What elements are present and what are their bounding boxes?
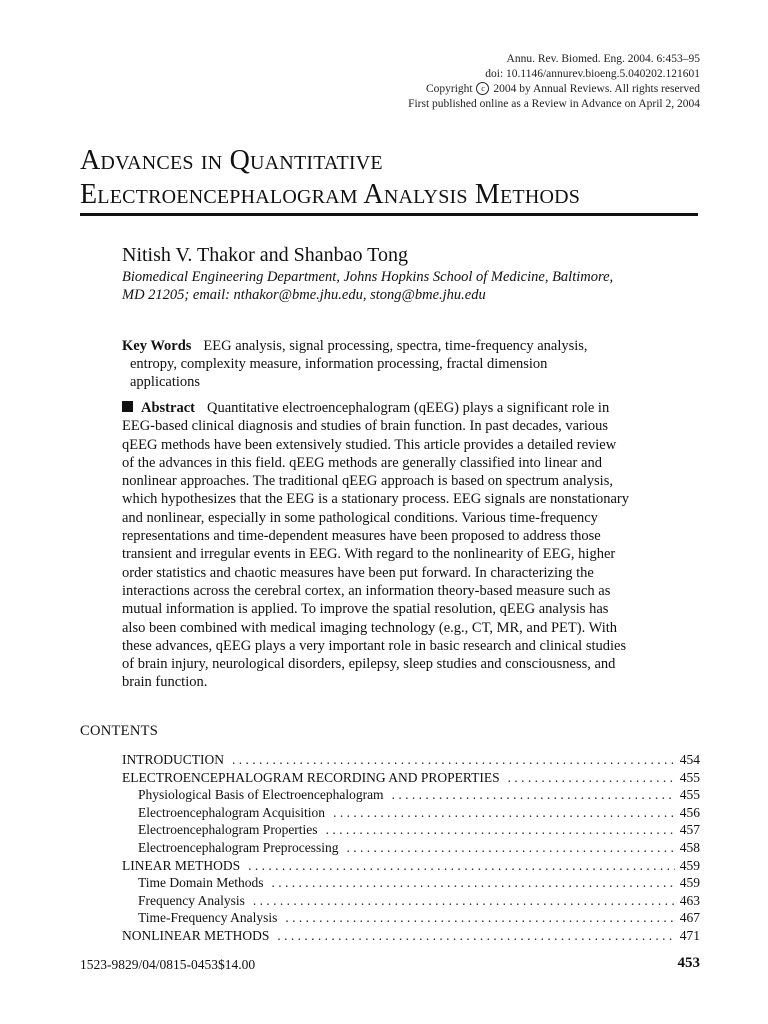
toc-entry-page: 459 bbox=[679, 857, 700, 873]
copyright-symbol: c bbox=[476, 82, 489, 95]
key-words-line-2: entropy, complexity measure, information processing, fractal dimension bbox=[130, 356, 548, 372]
toc-entry-title: Electroencephalogram Properties bbox=[138, 822, 318, 838]
page-number: 453 bbox=[677, 955, 700, 971]
abstract bbox=[122, 399, 700, 692]
toc-leader-dots bbox=[392, 786, 675, 804]
toc-entry[interactable] bbox=[122, 857, 700, 875]
abstract-line: of the advances in this field. qEEG methods are generally classified into linear and bbox=[122, 454, 602, 471]
toc-leader-dots bbox=[277, 927, 675, 945]
toc-entry-title: LINEAR METHODS bbox=[122, 857, 241, 873]
abstract-line: transient and irregular events in EEG. With regard to the nonlinearity of EEG, higher bbox=[122, 546, 616, 563]
affiliation bbox=[122, 268, 682, 304]
toc-leader-dots bbox=[347, 839, 675, 857]
abstract-line: nonlinear approaches. The traditional qEEG approach is based on spectrum analysis, bbox=[122, 473, 613, 490]
toc-leader-dots bbox=[333, 804, 675, 822]
publication-info bbox=[408, 52, 700, 112]
abstract-label: Abstract bbox=[141, 400, 195, 416]
toc-entry-page: 459 bbox=[679, 875, 700, 891]
toc-entry[interactable] bbox=[122, 927, 700, 945]
toc-entry-page: 455 bbox=[679, 769, 700, 785]
toc-entry-page: 463 bbox=[679, 892, 700, 908]
toc-entry-title: Electroencephalogram Acquisition bbox=[138, 804, 326, 820]
table-of-contents bbox=[122, 751, 700, 945]
paper-title bbox=[80, 144, 700, 212]
toc-leader-dots bbox=[248, 857, 675, 875]
key-words-label: Key Words bbox=[122, 338, 192, 354]
toc-leader-dots bbox=[232, 751, 675, 769]
journal-citation: Annu. Rev. Biomed. Eng. 2004. 6:453–95 bbox=[506, 53, 700, 65]
toc-entry-page: 456 bbox=[679, 804, 700, 820]
toc-entry[interactable] bbox=[122, 786, 700, 804]
toc-entry-page: 467 bbox=[679, 910, 700, 926]
toc-leader-dots bbox=[285, 909, 675, 927]
toc-entry[interactable] bbox=[122, 874, 700, 892]
toc-entry-title: Electroencephalogram Preprocessing bbox=[138, 839, 339, 855]
copyright-text: 2004 by Annual Reviews. All rights reserved bbox=[493, 83, 700, 95]
toc-entry-title: Physiological Basis of Electroencephalogram bbox=[138, 787, 384, 803]
copyright-line bbox=[408, 82, 700, 97]
toc-entry[interactable] bbox=[122, 804, 700, 822]
toc-entry-title: Time-Frequency Analysis bbox=[138, 910, 278, 926]
toc-entry[interactable] bbox=[122, 751, 700, 769]
abstract-line: qEEG methods have been extensively studied. This article provides a detailed review bbox=[122, 436, 617, 453]
title-rule bbox=[80, 213, 698, 216]
key-words-text-1: EEG analysis, signal processing, spectra, time-frequency analysis, bbox=[203, 338, 588, 354]
toc-entry[interactable] bbox=[122, 839, 700, 857]
toc-entry-title: NONLINEAR METHODS bbox=[122, 927, 270, 943]
abstract-square-icon bbox=[122, 401, 133, 412]
toc-entry-page: 471 bbox=[679, 927, 700, 943]
toc-entry-title: INTRODUCTION bbox=[122, 752, 224, 767]
toc-leader-dots bbox=[272, 874, 675, 892]
copyright-prefix: Copyright bbox=[425, 83, 473, 95]
toc-entry[interactable] bbox=[122, 892, 700, 910]
first-published: First published online as a Review in Advance on April 2, 2004 bbox=[408, 98, 700, 110]
toc-entry-page: 454 bbox=[679, 752, 700, 767]
key-words bbox=[122, 337, 682, 391]
doi: doi: 10.1146/annurev.bioeng.5.040202.121601 bbox=[485, 68, 700, 80]
abstract-line: these advances, qEEG plays a very important role in basic research and clinical studies bbox=[122, 637, 627, 654]
title-line-1: Advances in Quantitative bbox=[80, 145, 383, 176]
key-words-line-3: applications bbox=[130, 374, 201, 390]
abstract-line: EEG-based clinical diagnosis and studies of brain function. In past decades, various bbox=[122, 418, 609, 435]
abstract-line: order statistics and chaotic measures have been put forward. In characterizing the bbox=[122, 564, 594, 581]
affiliation-line-2: MD 21205; email: nthakor@bme.jhu.edu, stong@bme.jhu.edu bbox=[122, 287, 486, 303]
toc-entry-title: Time Domain Methods bbox=[138, 875, 264, 891]
key-words-line-1 bbox=[122, 337, 682, 355]
toc-entry[interactable] bbox=[122, 821, 700, 839]
abstract-line bbox=[122, 399, 700, 417]
toc-leader-dots bbox=[508, 769, 675, 787]
abstract-line: representations and time-dependent measures have been proposed to address those bbox=[122, 528, 601, 545]
toc-entry-page: 457 bbox=[679, 822, 700, 838]
toc-entry[interactable] bbox=[122, 909, 700, 927]
abstract-text: Quantitative electroencephalogram (qEEG) plays a significant role in bbox=[206, 400, 610, 416]
toc-entry-title: ELECTROENCEPHALOGRAM RECORDING AND PROPERTIES bbox=[122, 769, 500, 785]
abstract-line: mutual information is applied. To improve the spatial resolution, qEEG analysis has bbox=[122, 601, 609, 618]
toc-leader-dots bbox=[326, 821, 675, 839]
title-line-2: Electroencephalogram Analysis Methods bbox=[80, 179, 581, 210]
abstract-line: which hypothesizes that the EEG is a stationary process. EEG signals are nonstationary bbox=[122, 491, 629, 508]
abstract-line: and nonlinear, especially in some pathological conditions. Various time-frequency bbox=[122, 509, 598, 526]
footer-price-code: 1523-9829/04/0815-0453$14.00 bbox=[80, 957, 256, 972]
authors: Nitish V. Thakor and Shanbao Tong bbox=[122, 244, 409, 266]
toc-entry-page: 458 bbox=[679, 839, 700, 855]
affiliation-line-1: Biomedical Engineering Department, Johns Hopkins School of Medicine, Baltimore, bbox=[122, 269, 614, 285]
abstract-line: also been combined with medical imaging technology (e.g., CT, MR, and PET). With bbox=[122, 619, 618, 636]
toc-leader-dots bbox=[253, 892, 675, 910]
abstract-line: brain function. bbox=[122, 674, 208, 691]
toc-entry-page: 455 bbox=[679, 787, 700, 803]
toc-entry-title: Frequency Analysis bbox=[138, 892, 245, 908]
abstract-line: of brain injury, neurological disorders, epilepsy, sleep studies and consciousness, and bbox=[122, 656, 616, 673]
contents-heading: CONTENTS bbox=[80, 723, 159, 739]
abstract-line: interactions across the cerebral cortex, an information theory-based measure such as bbox=[122, 582, 611, 599]
toc-entry[interactable] bbox=[122, 769, 700, 787]
